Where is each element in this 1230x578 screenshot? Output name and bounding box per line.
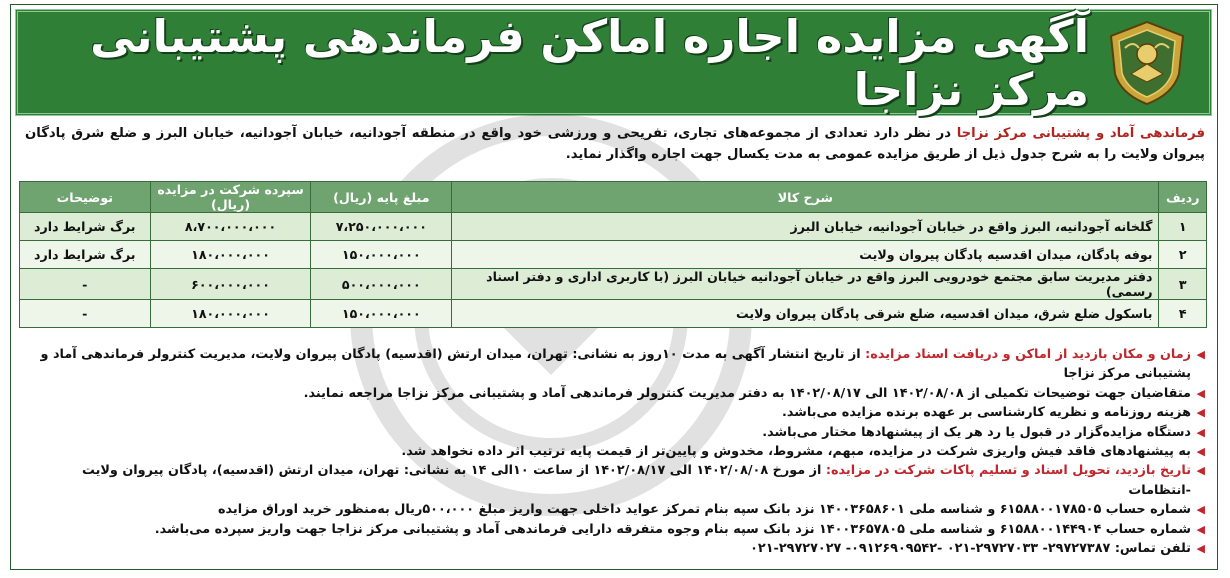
notes-list bbox=[23, 345, 1205, 558]
row-notes: - bbox=[20, 269, 151, 300]
row-base-price: ۱۵۰،۰۰۰،۰۰۰ bbox=[311, 241, 452, 269]
note-text: از تاریخ انتشار آگهی به مدت ۱۰روز به نشانی: تهران، میدان ارتش (اقدسیه) پادگان پیروان ولایت، مدیریت کنترولر فرماندهی آماد و پشتیبانی مرکز نزاجا bbox=[40, 347, 1191, 382]
header-base-price: مبلغ پایه (ریال) bbox=[311, 182, 452, 213]
bullet-arrow-icon: ◀ bbox=[1196, 348, 1205, 361]
bullet-arrow-icon: ◀ bbox=[1196, 406, 1205, 420]
row-deposit: ۶۰۰،۰۰۰،۰۰۰ bbox=[150, 269, 311, 300]
note-text: متقاضیان جهت توضیحات تکمیلی از ۱۴۰۲/۰۸/۰۸ الی ۱۴۰۲/۰۸/۱۷ به دفتر مدیریت کنترولر فرماندهی آماد و پشتیبانی مرکز نزاجا مراجعه نمایند. bbox=[303, 385, 1191, 401]
header-index: ردیف bbox=[1159, 182, 1207, 213]
list-item bbox=[23, 500, 1205, 519]
table-row bbox=[20, 300, 1207, 328]
bullet-arrow-icon: ◀ bbox=[1196, 522, 1205, 536]
bullet-arrow-icon: ◀ bbox=[1196, 425, 1205, 439]
row-index: ۳ bbox=[1159, 269, 1207, 300]
title-banner bbox=[15, 9, 1212, 116]
row-notes: - bbox=[20, 300, 151, 328]
row-base-price: ۵۰۰،۰۰۰،۰۰۰ bbox=[311, 269, 452, 300]
bullet-arrow-icon: ◀ bbox=[1196, 386, 1205, 400]
army-emblem-icon bbox=[1103, 18, 1191, 108]
page-title: آگهی مزایده اجاره اماکن فرماندهی پشتیبانی مرکز نزاجا bbox=[90, 9, 1089, 116]
row-description: بوفه پادگان، میدان اقدسیه پادگان پیروان ولایت bbox=[452, 241, 1159, 269]
list-item bbox=[23, 461, 1205, 500]
row-index: ۲ bbox=[1159, 241, 1207, 269]
note-label: تاریخ بازدید، تحویل اسناد و تسلیم پاکات شرکت در مزایده: bbox=[825, 463, 1191, 479]
header-deposit: سپرده شرکت در مزایده (ریال) bbox=[150, 182, 311, 213]
list-item bbox=[23, 520, 1205, 539]
row-base-price: ۷،۲۵۰،۰۰۰،۰۰۰ bbox=[311, 213, 452, 241]
note-text: شماره حساب ۶۱۵۸۸۰۰۱۷۸۵۰۵ و شناسه ملی ۱۴۰۰۳۶۵۸۶۰۱ نزد بانک سپه بنام تمرکز عواید داخلی جهت واریز مبلغ ۵۰۰،۰۰۰ریال به‌منظور خرید اوراق مزایده bbox=[217, 502, 1191, 518]
row-base-price: ۱۵۰،۰۰۰،۰۰۰ bbox=[311, 300, 452, 328]
note-text: شماره حساب ۶۱۵۸۸۰۰۱۴۴۹۰۴ و شناسه ملی ۱۴۰۰۳۶۵۷۸۰۵ نزد بانک سپه بنام وجوه متفرقه دارایی فرماندهی آماد و پشتیبانی مرکز نزاجا جهت واریز سپرده می‌باشد. bbox=[154, 521, 1191, 537]
row-index: ۱ bbox=[1159, 213, 1207, 241]
table-row bbox=[20, 213, 1207, 241]
row-notes: برگ شرایط دارد bbox=[20, 213, 151, 241]
intro-highlight: فرماندهی آماد و پشتیبانی مرکز نزاجا bbox=[956, 126, 1205, 141]
note-text: هزینه روزنامه و نظریه کارشناسی بر عهده برنده مزایده می‌باشد. bbox=[782, 405, 1191, 421]
note-text: دستگاه مزایده‌گزار در قبول یا رد هر یک از پیشنهادها مختار می‌باشد. bbox=[762, 424, 1191, 440]
intro-text: در نظر دارد تعدادی از مجموعه‌های تجاری، تفریحی و ورزشی خود واقع در منطقه آجودانیه، خیابان آجودانیه، خیابان البرز و ضلع شرق پادگان پیروان ولایت را به شرح جدول ذیل از طریق مزایده عمومی به مدت یکسال جهت اجاره واگذار نماید. bbox=[25, 126, 1205, 162]
header-description: شرح کالا bbox=[452, 182, 1159, 213]
note-text: از مورخ ۱۴۰۲/۰۸/۰۸ الی ۱۴۰۲/۰۸/۱۷ از ساعت ۱۰الی ۱۴ به نشانی: تهران، میدان ارتش (اقدسیه)، پادگان پیروان ولایت -انتظامات bbox=[82, 463, 1191, 498]
row-deposit: ۸،۷۰۰،۰۰۰،۰۰۰ bbox=[150, 213, 311, 241]
list-item bbox=[23, 345, 1205, 384]
bullet-arrow-icon: ◀ bbox=[1196, 503, 1205, 517]
row-deposit: ۱۸۰،۰۰۰،۰۰۰ bbox=[150, 300, 311, 328]
ad-frame bbox=[10, 4, 1218, 570]
row-description: باسکول ضلع شرق، میدان اقدسیه، ضلع شرقی پادگان پیروان ولایت bbox=[452, 300, 1159, 328]
row-deposit: ۱۸۰،۰۰۰،۰۰۰ bbox=[150, 241, 311, 269]
table-header-row bbox=[20, 182, 1207, 213]
intro-paragraph bbox=[25, 123, 1205, 165]
table-row bbox=[20, 241, 1207, 269]
list-item bbox=[23, 423, 1205, 442]
list-item bbox=[23, 539, 1205, 558]
row-description: دفتر مدیریت سابق مجتمع خودرویی البرز واقع در خیابان آجودانیه خیابان البرز (با کاربری اداری و دفتر اسناد رسمی) bbox=[452, 269, 1159, 300]
row-index: ۴ bbox=[1159, 300, 1207, 328]
row-notes: برگ شرایط دارد bbox=[20, 241, 151, 269]
list-item bbox=[23, 442, 1205, 461]
list-item bbox=[23, 403, 1205, 422]
note-text: تلفن تماس: ۲۹۷۲۷۳۸۷- ۲۹۷۲۷۰۳۳-۰۲۱ -۰۹۱۲۶۹۰۹۵۴۲- ۲۹۷۲۷۰۲۷-۰۲۱ bbox=[750, 541, 1191, 557]
note-label: زمان و مکان بازدید از اماکن و دریافت اسناد مزایده: bbox=[865, 347, 1191, 362]
bullet-arrow-icon: ◀ bbox=[1196, 445, 1205, 459]
table-row bbox=[20, 269, 1207, 300]
bullet-arrow-icon: ◀ bbox=[1196, 542, 1205, 556]
note-text: به پیشنهادهای فاقد فیش واریزی شرکت در مزایده، مبهم، مشروط، مخدوش و پایین‌تر از قیمت پایه ترتیب اثر داده نخواهد شد. bbox=[401, 444, 1191, 460]
header-notes: توضیحات bbox=[20, 182, 151, 213]
items-table bbox=[19, 181, 1207, 328]
row-description: گلخانه آجودانیه، البرز واقع در خیابان آجودانیه، خیابان البرز bbox=[452, 213, 1159, 241]
list-item bbox=[23, 384, 1205, 403]
bullet-arrow-icon: ◀ bbox=[1196, 464, 1205, 478]
